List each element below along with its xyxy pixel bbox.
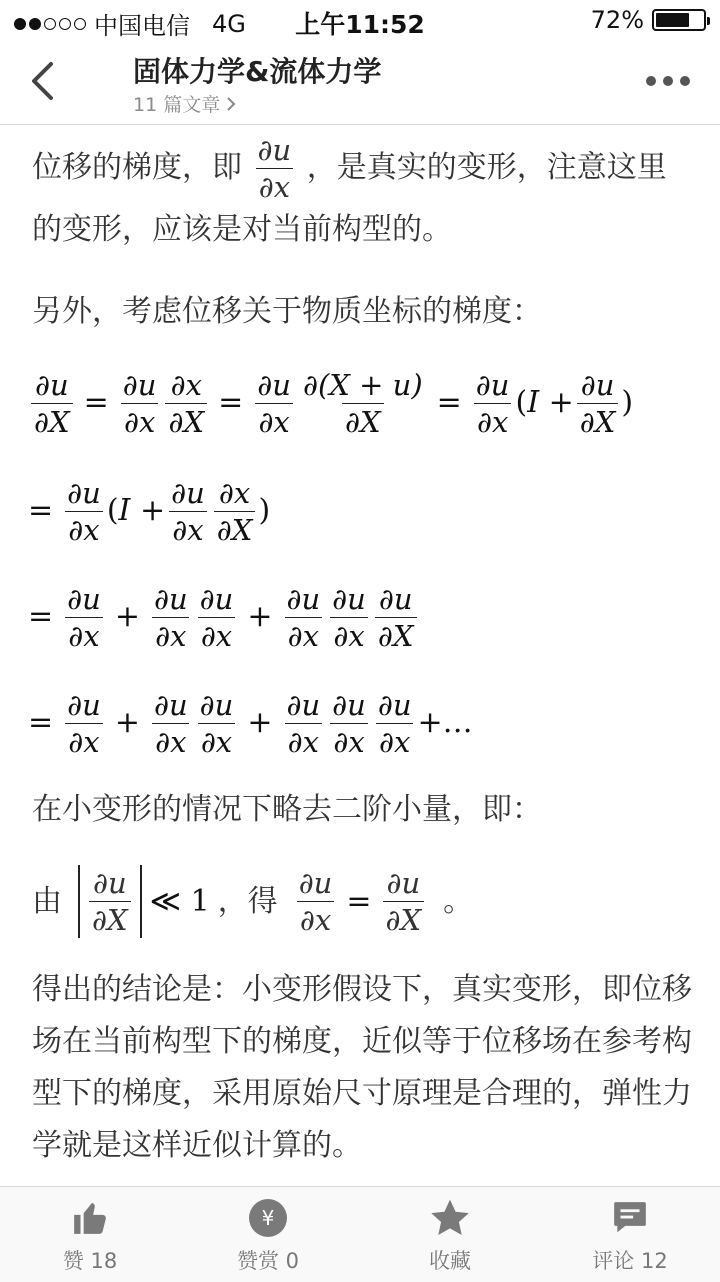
chevron-left-icon	[29, 61, 55, 101]
navigation-bar	[0, 40, 720, 125]
page-title: 固体力学&流体力学	[133, 55, 382, 88]
article-body	[28, 124, 692, 1172]
article-count: 11 篇文章	[133, 94, 221, 116]
battery-icon	[652, 9, 706, 31]
article-count-link[interactable]	[133, 90, 236, 117]
paragraph-5: 得出的结论是：小变形假设下，真实变形，即位移场在当前构型下的梯度，近似等于位移场在参考构型下的梯度，采用原始尺寸原理是合理的，弹性力学就是这样近似计算的。	[32, 972, 692, 1163]
chevron-right-icon	[226, 96, 236, 112]
equation-line-1: $\frac{\partial u}{\partial X}$ = $\frac{\partial u}{\partial x}$ $\frac{\partial x}{\partial X}$ = $\frac{\partial u}{\partial x}$ $\frac{\partial(X + u)}{\partial X}$ = $\frac{\partial u}{\partial x}$ (I + $\frac{\partial u}{\partial X}$ )	[28, 355, 692, 451]
more-options-button[interactable]	[646, 76, 690, 86]
paragraph-4: 由 $\frac{\partial u}{\partial X}$ ≪ 1 ，得 $\frac{\partial u}{\partial x}$ = $\frac{\partial u}{\partial X}$ 。	[32, 866, 474, 937]
bottom-action-bar	[0, 1186, 720, 1282]
back-button[interactable]	[22, 54, 62, 108]
star-icon	[429, 1197, 471, 1239]
equation-line-3: = $\frac{\partial u}{\partial x}$ + $\frac{\partial u}{\partial x}$ $\frac{\partial u}{\partial x}$ + $\frac{\partial u}{\partial x}$ $\frac{\partial u}{\partial x}$ $\frac{\partial u}{\partial X}$	[28, 569, 692, 665]
clock: 上午11:52	[295, 10, 425, 39]
more-dots-icon	[646, 76, 656, 86]
paragraph-1: 位移的梯度，即 $\frac{\partial u}{\partial x}$ ，是真实的变形，注意这里的变形，应该是对当前构型的。	[32, 133, 667, 247]
favorite-button[interactable]: 收藏	[380, 1195, 520, 1275]
equation-line-2: = $\frac{\partial u}{\partial x}$ (I + $\frac{\partial u}{\partial x}$ $\frac{\partial x}{\partial X}$ )	[28, 475, 271, 547]
comment-button[interactable]: 评论 12	[560, 1195, 700, 1275]
reward-button[interactable]: ¥ 赞赏 0	[198, 1195, 338, 1275]
paragraph-2: 另外，考虑位移关于物质坐标的梯度：	[32, 294, 542, 329]
paragraph-3: 在小变形的情况下略去二阶小量，即：	[32, 792, 542, 827]
comment-icon	[611, 1199, 649, 1237]
carrier-label: 中国电信	[94, 12, 190, 40]
network-label: 4G	[212, 9, 246, 38]
like-button[interactable]: 赞 18	[20, 1195, 160, 1275]
status-bar	[0, 0, 720, 40]
thumbs-up-icon	[71, 1199, 109, 1237]
math-du-dx: $\frac{\partial u}{\partial x}$	[257, 133, 292, 204]
equation-line-4: = $\frac{\partial u}{\partial x}$ + $\frac{\partial u}{\partial x}$ $\frac{\partial u}{\partial x}$ + $\frac{\partial u}{\partial x}$ $\frac{\partial u}{\partial x}$ $\frac{\partial u}{\partial x}$ +…	[28, 687, 473, 759]
battery-percent: 72%	[590, 6, 644, 34]
equation-block	[14, 355, 692, 771]
yuan-coin-icon: ¥	[249, 1199, 287, 1237]
